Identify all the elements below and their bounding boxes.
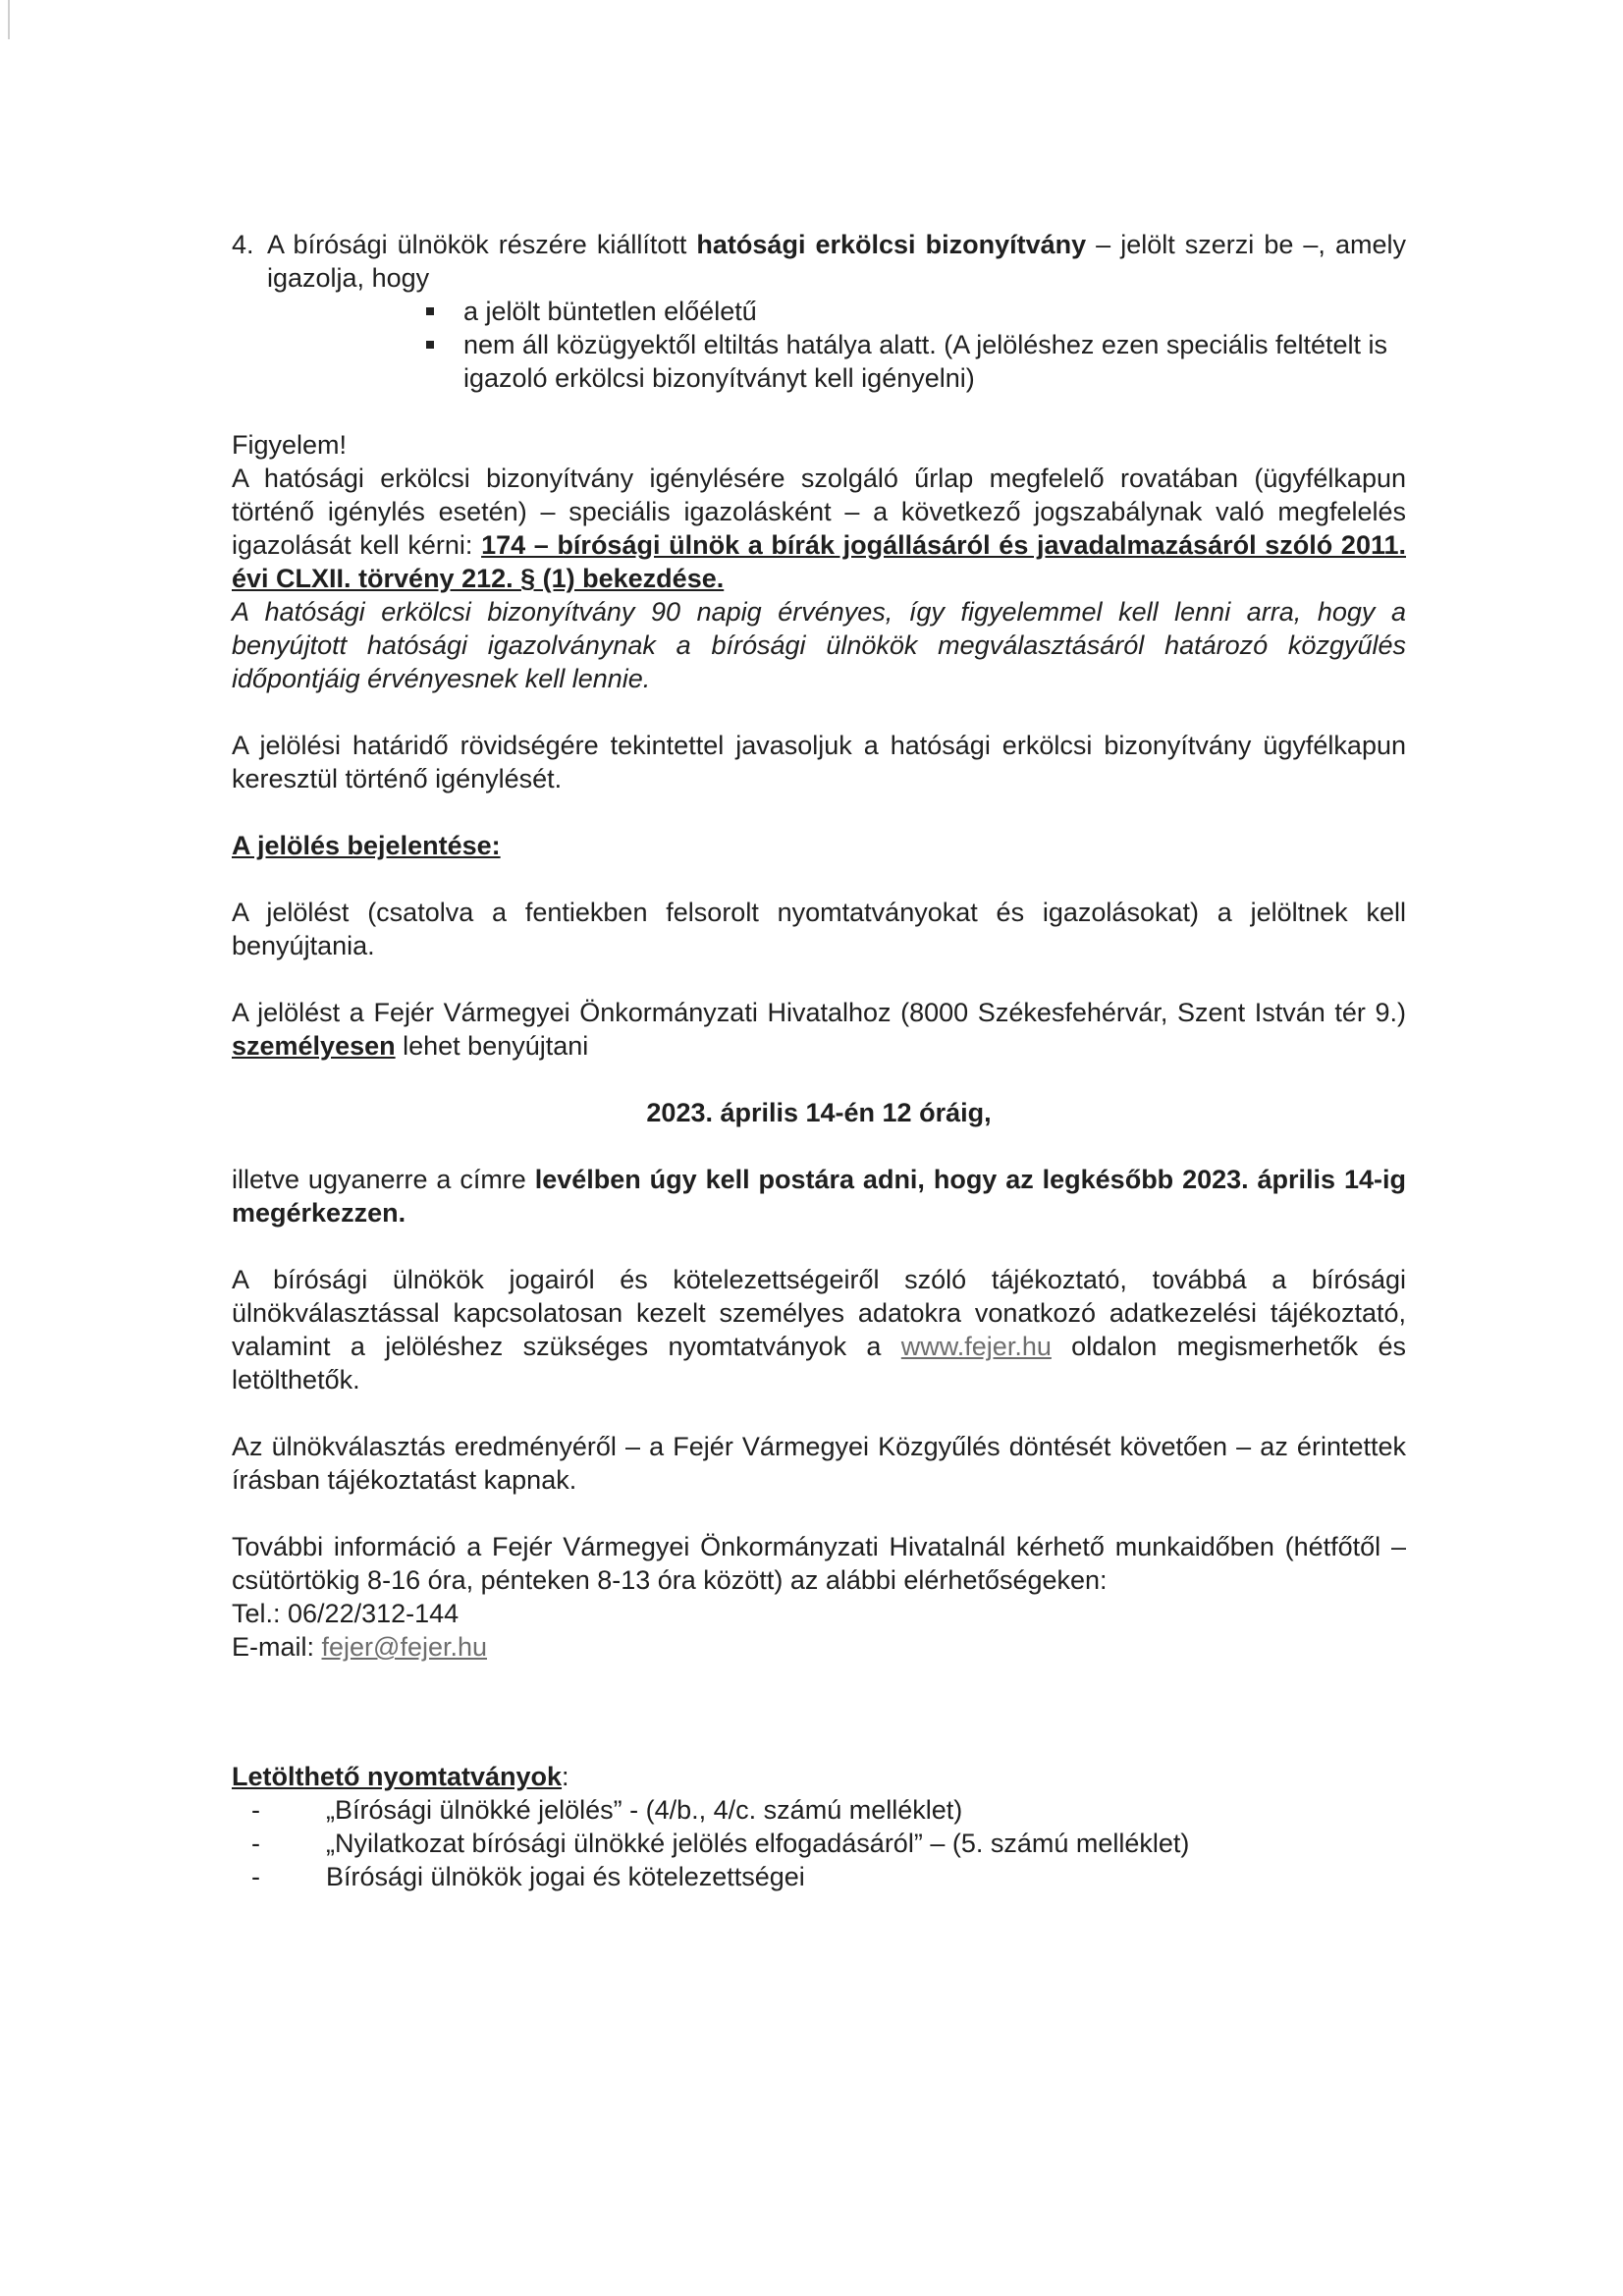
scan-margin-mark — [8, 0, 10, 39]
contact-paragraph: További információ a Fejér Vármegyei Önkormányzati Hivatalnál kérhető munkaidőben (hétfőtől – csütörtökig 8-16 óra, pénteken 8-13 óra között) az alábbi elérhetőségeken: — [232, 1532, 1406, 1595]
submission-paragraph: A jelölést (csatolva a fentiekben felsorolt nyomtatványokat és igazolásokat) a jelöltnek kell benyújtania. — [232, 898, 1406, 960]
recommendation-paragraph: A jelölési határidő rövidségére tekintettel javasoljuk a hatósági erkölcsi bizonyítvány ügyfélkapun keresztül történő igénylését. — [232, 731, 1406, 793]
attention-paragraph: A hatósági erkölcsi bizonyítvány igénylésére szolgáló űrlap megfelelő rovatában (ügyfélkapun történő igénylés esetén) – speciális igazolásként – a következő jogszabálynak való megfelelés igazolását kell kérni: 174 – bírósági ülnök a bírák jogállásáról és javadalmazásáról szóló 2011. évi CLXII. törvény 212. § (1) bekezdése. — [232, 464, 1407, 593]
in-person-text: személyesen — [232, 1031, 396, 1061]
attention-heading: Figyelem! — [232, 430, 348, 460]
law-reference: 174 – bírósági ülnök a bírák jogállásáról és javadalmazásáról szóló 2011. évi CLXII. törvény 212. § (1) bekezdése. — [232, 530, 1407, 593]
item-4-text: A bírósági ülnökök részére kiállított hatósági erkölcsi bizonyítvány – jelölt szerzi be –, amely igazolja, hogy — [267, 230, 1406, 293]
square-bullet-icon — [426, 307, 434, 315]
email-link[interactable]: fejer@fejer.hu — [321, 1632, 488, 1662]
deadline-date: 2023. április 14-én 12 óráig, — [646, 1098, 992, 1127]
information-paragraph: A bírósági ülnökök jogairól és kötelezettségeiről szóló tájékoztató, továbbá a bírósági ülnökválasztással kapcsolatosan kezelt személyes adatokra vonatkozó adatkezelési tájékoztató, valamint a jelöléshez szükséges nyomtatványok a www.fejer.hu oldalon megismerhetők és letölthetők. — [232, 1265, 1407, 1394]
requirement-item-4 — [232, 228, 1406, 295]
website-link[interactable]: www.fejer.hu — [900, 1332, 1052, 1361]
result-paragraph: Az ülnökválasztás eredményéről – a Fejér Vármegyei Közgyűlés döntését követően – az érintettek írásban tájékoztatást kapnak. — [232, 1432, 1406, 1495]
downloads-heading: Letölthető nyomtatványok: — [232, 1762, 569, 1791]
square-bullet-icon — [426, 341, 434, 349]
office-paragraph: A jelölést a Fejér Vármegyei Önkormányzati Hivatalhoz (8000 Székesfehérvár, Szent István tér 9.) személyesen lehet benyújtani — [232, 998, 1406, 1061]
item-number: 4. — [232, 230, 254, 259]
requirement-bullets — [463, 295, 1406, 395]
document-body — [232, 228, 1406, 1893]
email-line: E-mail: fejer@fejer.hu — [232, 1632, 488, 1662]
certificate-name: hatósági erkölcsi bizonyítvány — [696, 230, 1087, 259]
section-heading: A jelölés bejelentése: — [232, 831, 501, 860]
bullet-item: nem áll közügyektől eltiltás hatálya alatt. (A jelöléshez ezen speciális feltételt is igazoló erkölcsi bizonyítványt kell igényelni) — [463, 328, 1406, 395]
postal-paragraph: illetve ugyanerre a címre levélben úgy kell postára adni, hogy az legkésőbb 2023. április 14-ig megérkezzen. — [232, 1165, 1406, 1228]
downloads-list — [232, 1793, 1406, 1893]
download-item[interactable]: - Bírósági ülnökök jogai és kötelezettségei — [251, 1862, 805, 1891]
validity-note: A hatósági erkölcsi bizonyítvány 90 napig érvényes, így figyelemmel kell lenni arra, hogy a benyújtott hatósági igazolványnak a bírósági ülnökök megválasztásáról határozó közgyűlés időpontjáig érvényesnek kell lennie. — [232, 597, 1406, 693]
bullet-item: a jelölt büntetlen előéletű — [463, 295, 1406, 328]
phone-line: Tel.: 06/22/312-144 — [232, 1599, 460, 1628]
download-item[interactable]: - „Bírósági ülnökké jelölés” - (4/b., 4/c. számú melléklet) — [251, 1795, 963, 1825]
download-item[interactable]: - „Nyilatkozat bírósági ülnökké jelölés elfogadásáról” – (5. számú melléklet) — [251, 1829, 1190, 1858]
